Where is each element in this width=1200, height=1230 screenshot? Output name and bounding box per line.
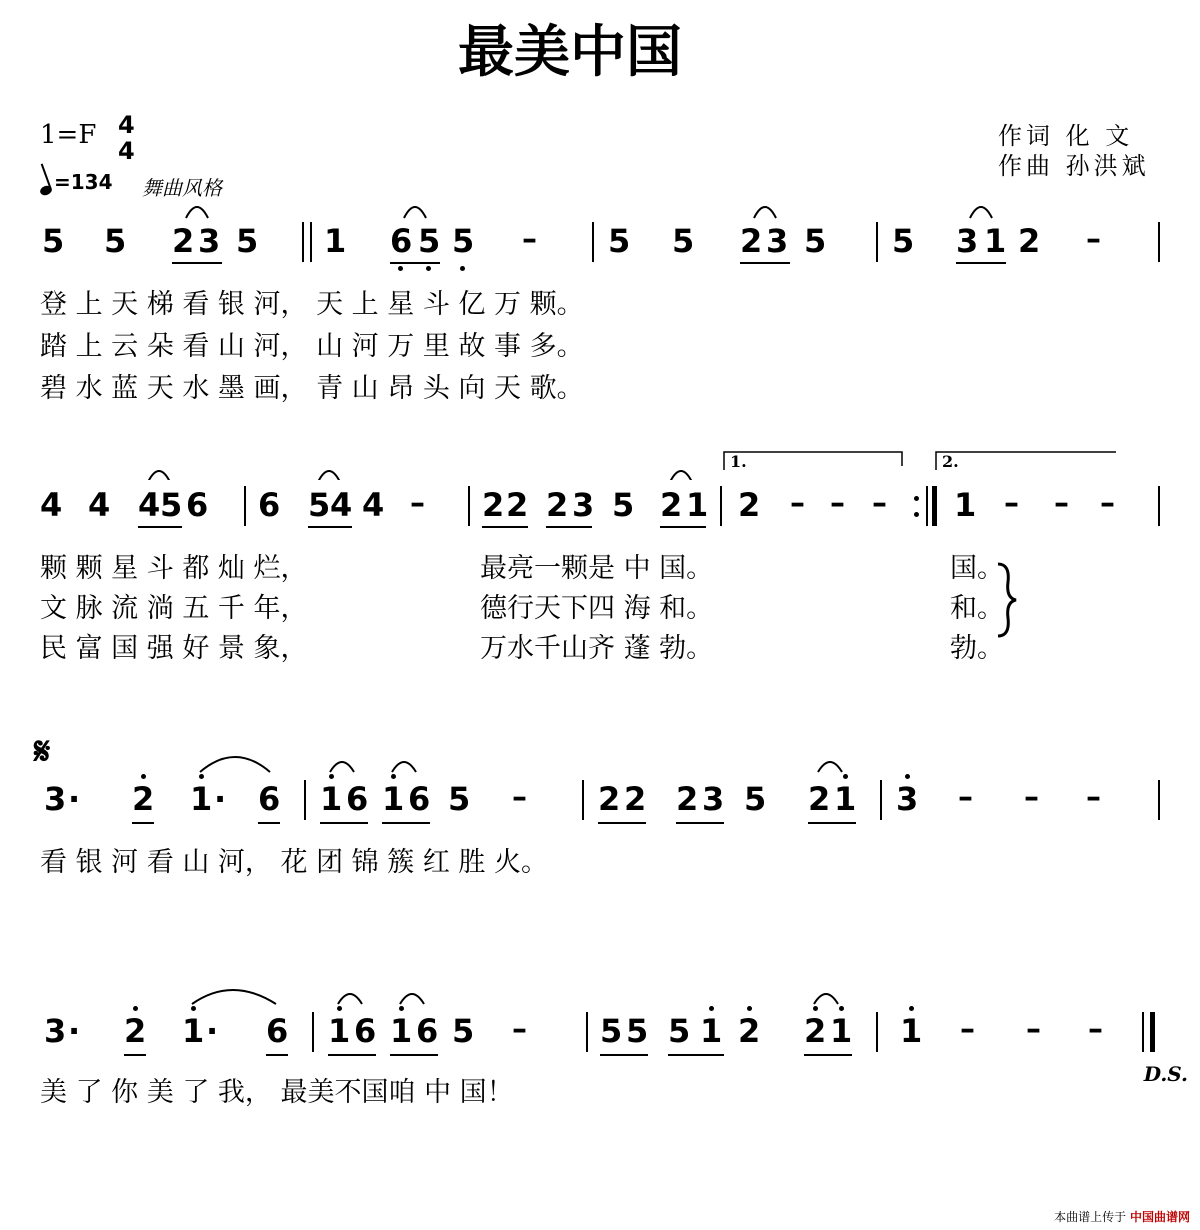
lyric-line: 文 脉 流 淌 五 千 年， (40, 593, 308, 624)
note: 3 (702, 780, 725, 818)
note: 5 (600, 1012, 623, 1050)
note: 1 (190, 780, 213, 818)
note: 2 (740, 222, 763, 260)
lyric-line: 颗 颗 星 斗 都 灿 烂， (40, 553, 308, 584)
underline (124, 1054, 146, 1056)
note: 1 (984, 222, 1007, 260)
key-signature: 1=F (40, 120, 97, 150)
tempo-value: =134 (54, 170, 113, 194)
barline (1142, 1012, 1144, 1052)
time-signature-bottom: 4 (118, 137, 135, 165)
note: 5 (452, 1012, 475, 1050)
dash: – (960, 1012, 975, 1047)
dash: – (1054, 486, 1069, 521)
note: 1 (954, 486, 977, 524)
dash: – (872, 486, 887, 521)
augmentation-dot: · (214, 780, 227, 818)
lyric-line: 国。 (950, 553, 1004, 584)
slur (814, 994, 838, 1004)
note: 2 (132, 780, 155, 818)
note: 2 (124, 1012, 147, 1050)
footer-text: 本曲谱上传于 (1054, 1210, 1127, 1224)
lyric-line: 看 银 河 看 山 河， 花 团 锦 簇 红 胜 火。 (40, 847, 548, 878)
slur (400, 994, 424, 1004)
note: 5 (452, 222, 475, 260)
dash: – (512, 1012, 527, 1047)
note: 1 (700, 1012, 723, 1050)
note: 2 (738, 1012, 761, 1050)
lyric-line: 登 上 天 梯 看 银 河， 天 上 星 斗 亿 万 颗。 (40, 289, 584, 320)
note: 5 (672, 222, 695, 260)
lyric-line: 踏 上 云 朵 看 山 河， 山 河 万 里 故 事 多。 (40, 331, 584, 362)
note: 5 (744, 780, 767, 818)
song-title: 最美中国 (458, 19, 682, 85)
note: 6 (408, 780, 431, 818)
dash: – (1086, 780, 1101, 815)
dash: – (1024, 780, 1039, 815)
note: 1 (320, 780, 343, 818)
note: 4 (40, 486, 63, 524)
note: 3 (572, 486, 595, 524)
note: 5 (42, 222, 65, 260)
time-signature-top: 4 (118, 111, 135, 139)
augmentation-dot: · (68, 1012, 81, 1050)
note: 6 (258, 486, 281, 524)
note: 2 (1018, 222, 1041, 260)
note: 3 (766, 222, 789, 260)
dash: – (1086, 222, 1101, 257)
dash: – (958, 780, 973, 815)
note: 5 (612, 486, 635, 524)
note: 4 (330, 486, 353, 524)
lyricist-credit: 作词 化 文 (998, 122, 1134, 150)
lyric-line: 德行天下四 海 和。 (480, 593, 714, 624)
note: 6 (346, 780, 369, 818)
dash: – (1100, 486, 1115, 521)
barline (876, 1012, 878, 1052)
composer-credit: 作曲 孙洪斌 (998, 152, 1150, 180)
note: 1 (686, 486, 709, 524)
barline (312, 1012, 314, 1052)
note: 2 (506, 486, 529, 524)
note: 2 (804, 1012, 827, 1050)
dash: – (410, 486, 425, 521)
lyric-line: 勃。 (950, 633, 1004, 664)
note: 2 (676, 780, 699, 818)
note: 6 (266, 1012, 289, 1050)
note: 1 (390, 1012, 413, 1050)
barline (586, 1012, 588, 1052)
note: 1 (900, 1012, 923, 1050)
volta-label-2: 2. (942, 452, 959, 471)
note: 5 (804, 222, 827, 260)
note: 2 (546, 486, 569, 524)
note: 2 (624, 780, 647, 818)
slur (338, 994, 362, 1004)
augmentation-dot: · (206, 1012, 219, 1050)
underline (390, 1054, 438, 1056)
lyric-line: 民 富 国 强 好 景 象， (40, 633, 308, 664)
dash: – (522, 222, 537, 257)
note: 4 (88, 486, 111, 524)
note: 6 (354, 1012, 377, 1050)
note: 3 (956, 222, 979, 260)
style-marking: 舞曲风格 (142, 176, 222, 200)
note: 2 (738, 486, 761, 524)
dash: – (1026, 1012, 1041, 1047)
site-logo[interactable]: 中国曲谱网 (1129, 1210, 1190, 1224)
note: 2 (598, 780, 621, 818)
note: 5 (418, 222, 441, 260)
note: 3 (44, 1012, 67, 1050)
note: 2 (482, 486, 505, 524)
note: 4 (138, 486, 161, 524)
note: 5 (448, 780, 471, 818)
note: 1 (382, 780, 405, 818)
note: 2 (660, 486, 683, 524)
dash: – (830, 486, 845, 521)
note: 6 (186, 486, 209, 524)
note: 1 (182, 1012, 205, 1050)
tie (192, 990, 276, 1004)
dash: – (1004, 486, 1019, 521)
note: 3 (198, 222, 221, 260)
dal-segno-marking: D.S. (1143, 1062, 1188, 1086)
note: 6 (390, 222, 413, 260)
note: 5 (160, 486, 183, 524)
underline (804, 1054, 852, 1056)
dash: – (790, 486, 805, 521)
underline (266, 1054, 288, 1056)
underline (668, 1054, 724, 1056)
note: 5 (668, 1012, 691, 1050)
footer-credit (1054, 1208, 1190, 1225)
note: 5 (104, 222, 127, 260)
lyric-line: 万水千山齐 蓬 勃。 (480, 633, 714, 664)
volta-label-1: 1. (730, 452, 747, 471)
note: 3 (44, 780, 67, 818)
note: 1 (328, 1012, 351, 1050)
note: 1 (834, 780, 857, 818)
lyric-line: 碧 水 蓝 天 水 墨 画， 青 山 昂 头 向 天 歌。 (40, 373, 584, 404)
final-barline (1150, 1012, 1155, 1052)
note: 2 (172, 222, 195, 260)
note: 6 (416, 1012, 439, 1050)
lyric-line: 最亮一颗是 中 国。 (480, 553, 714, 584)
lyric-line: 和。 (950, 593, 1004, 624)
lyric-line: 美 了 你 美 了 我， 最美不国咱 中 国！ (40, 1077, 514, 1108)
note: 5 (608, 222, 631, 260)
dash: – (512, 780, 527, 815)
segno-sign: 𝄋 (34, 728, 51, 773)
underline (328, 1054, 376, 1056)
note: 2 (808, 780, 831, 818)
dash: – (1088, 1012, 1103, 1047)
note: 5 (626, 1012, 649, 1050)
note: 6 (258, 780, 281, 818)
augmentation-dot: · (68, 780, 81, 818)
note: 4 (362, 486, 385, 524)
note: 1 (830, 1012, 853, 1050)
note: 3 (896, 780, 919, 818)
underline (600, 1054, 648, 1056)
note: 5 (236, 222, 259, 260)
note: 5 (308, 486, 331, 524)
note: 1 (324, 222, 347, 260)
note: 5 (892, 222, 915, 260)
